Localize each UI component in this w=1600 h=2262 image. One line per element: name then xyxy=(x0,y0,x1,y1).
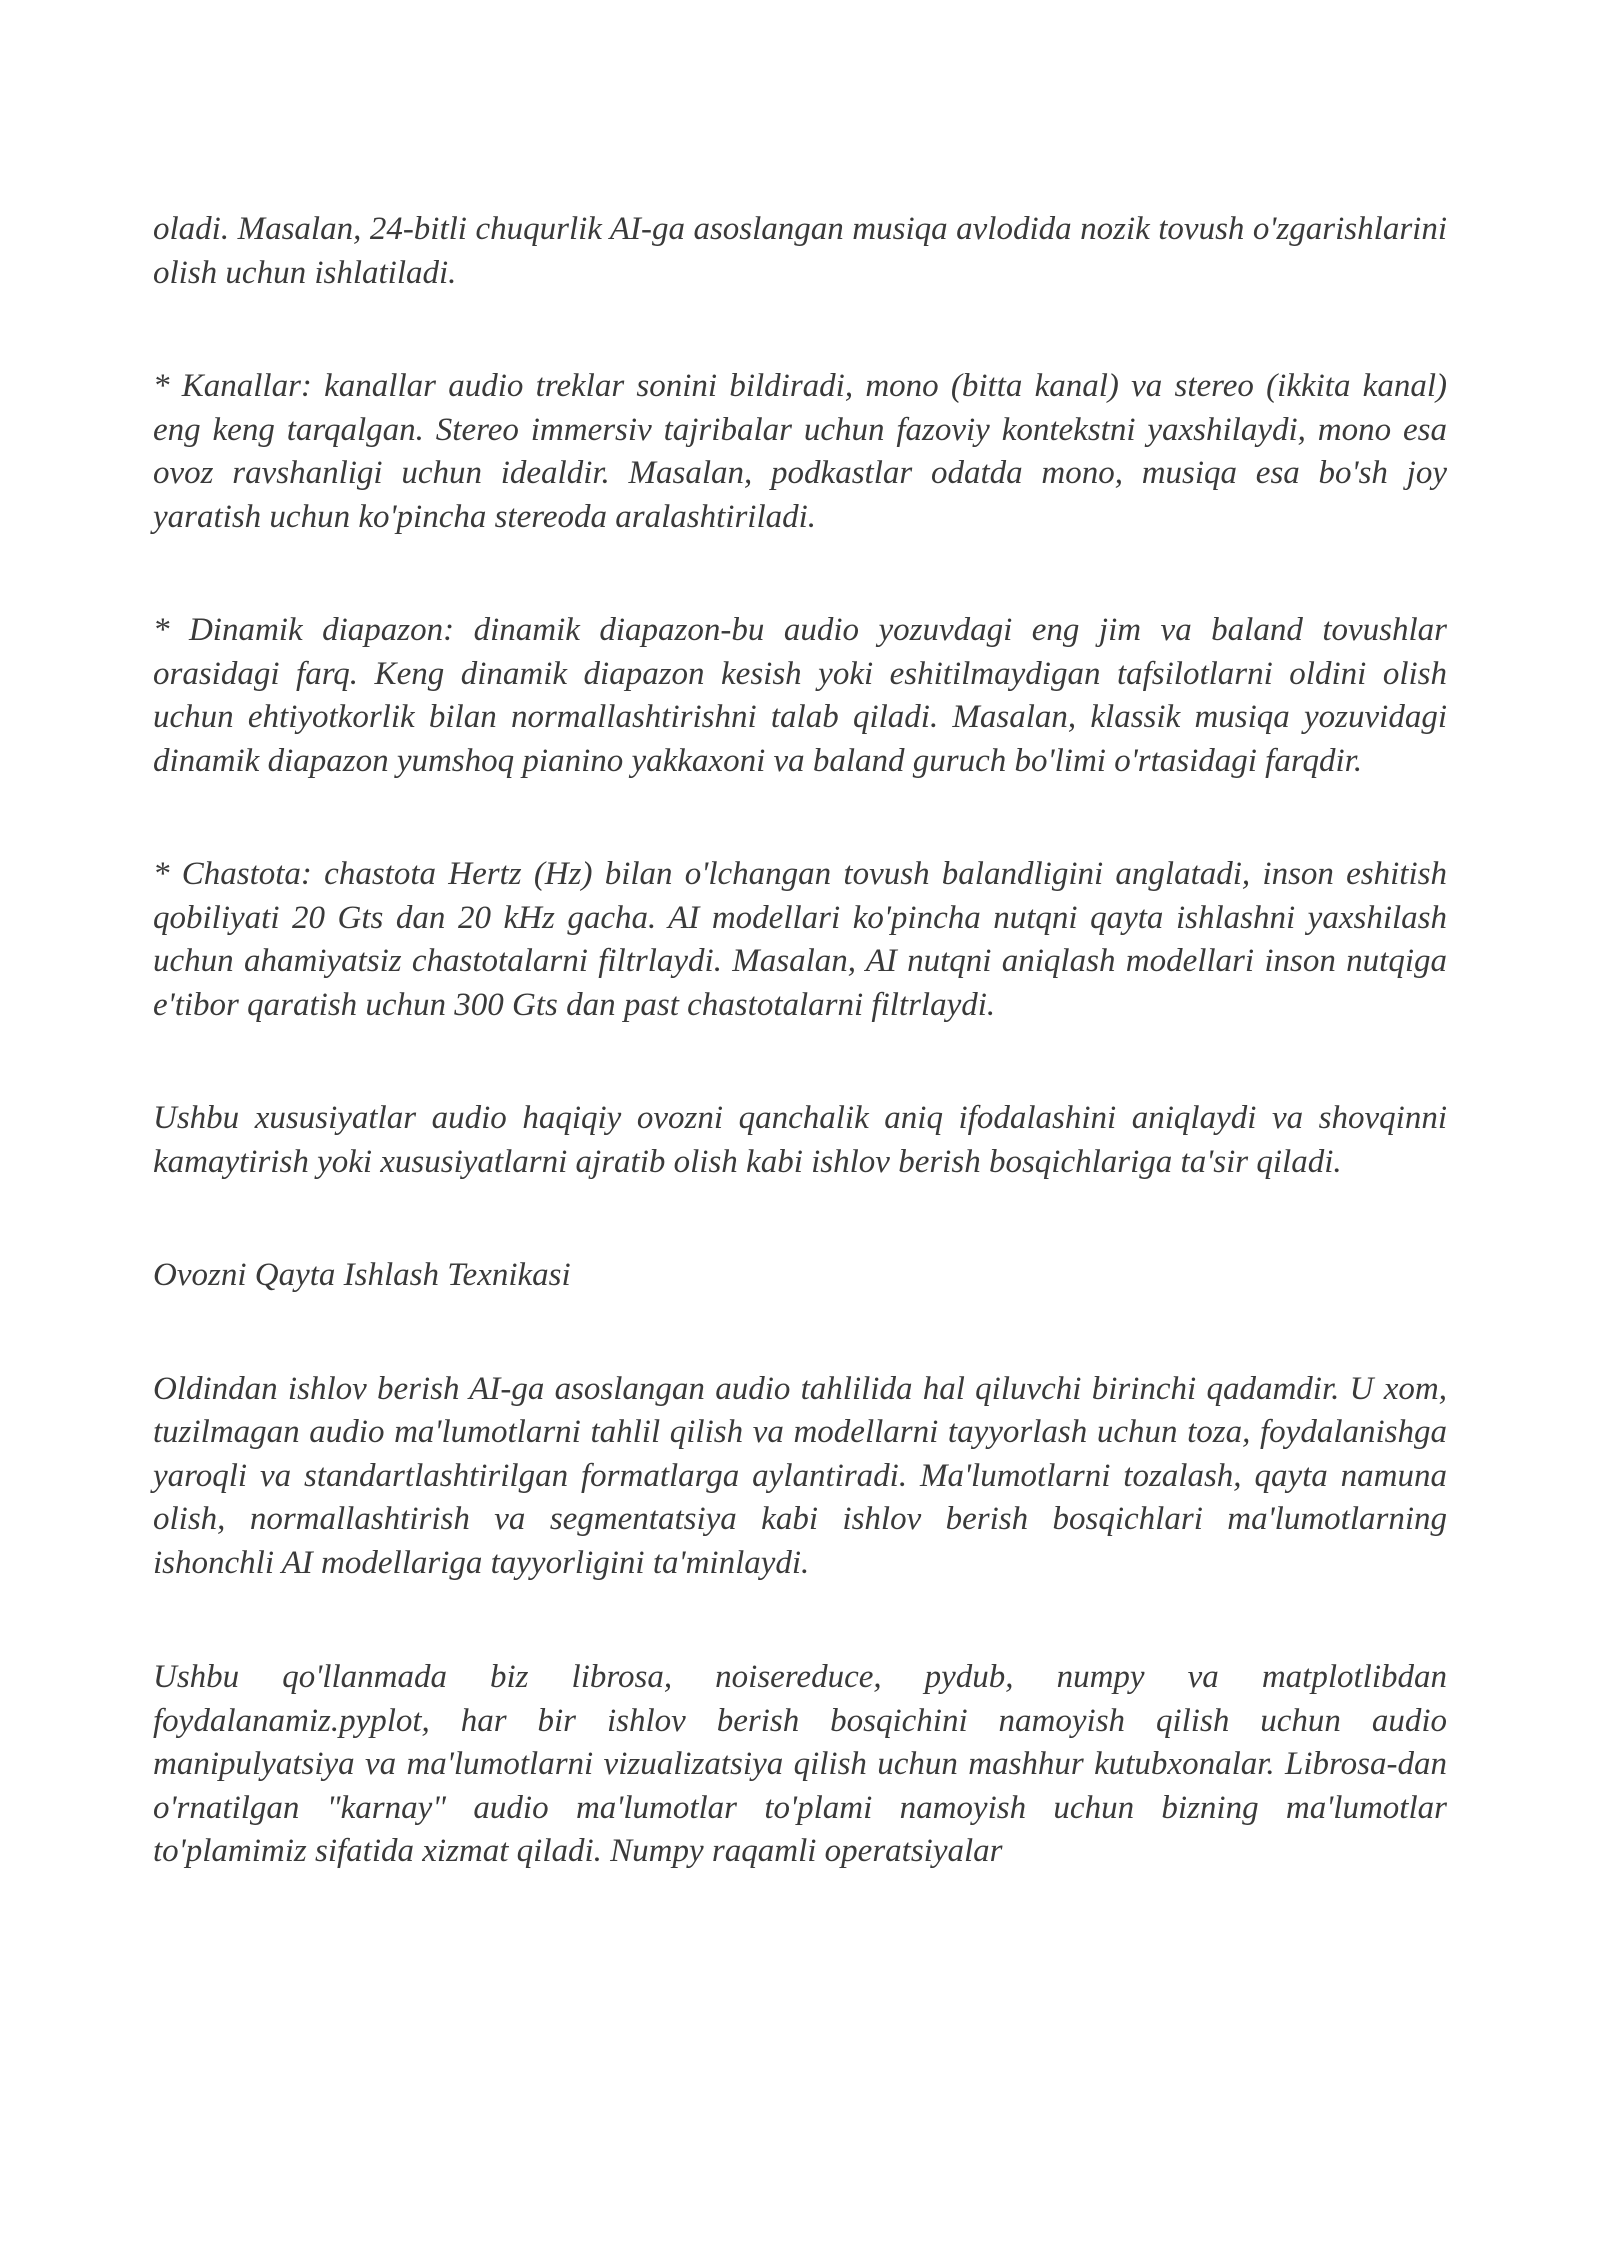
paragraph-dynamic-range: * Dinamik diapazon: dinamik diapazon-bu audio yozuvdagi eng jim va baland tovushlar orasidagi farq. Keng dinamik diapazon kesish yoki eshitilmaydigan tafsilotlarni oldini olish uchun ehtiyotkorlik bilan normallashtirishni talab qiladi. Masalan, klassik musiqa yozuvidagi dinamik diapazon yumshoq pianino yakkaxoni va baland guruch bo'limi o'rtasidagi farqdir. xyxy=(153,612,1447,779)
paragraph-properties-summary: Ushbu xususiyatlar audio haqiqiy ovozni qanchalik aniq ifodalashini aniqlaydi va shovqinni kamaytirish yoki xususiyatlarni ajratib olish kabi ishlov berish bosqichlariga ta'sir qiladi. xyxy=(153,1100,1447,1180)
paragraph-frequency: * Chastota: chastota Hertz (Hz) bilan o'lchangan tovush balandligini anglatadi, inson eshitish qobiliyati 20 Gts dan 20 kHz gacha. AI modellari ko'pincha nutqni qayta ishlashni yaxshilash uchun ahamiyatsiz chastotalarni filtrlaydi. Masalan, AI nutqni aniqlash modellari inson nutqiga e'tibor qaratish uchun 300 Gts dan past chastotalarni filtrlaydi. xyxy=(153,856,1447,1023)
section-heading: Ovozni Qayta Ishlash Texnikasi xyxy=(153,1257,571,1293)
paragraph-preprocessing: Oldindan ishlov berish AI-ga asoslangan audio tahlilida hal qiluvchi birinchi qadamdir. U xom, tuzilmagan audio ma'lumotlarni tahlil qilish va modellarni tayyorlash uchun toza, foydalanishga yaroqli va standartlashtirilgan formatlarga aylantiradi. Ma'lumotlarni tozalash, qayta namuna olish, normallashtirish va segmentatsiya kabi ishlov berish bosqichlari ma'lumotlarning ishonchli AI modellariga tayyorligini ta'minlaydi. xyxy=(153,1370,1447,1581)
document-page xyxy=(153,208,1447,1874)
paragraph-continuation: oladi. Masalan, 24-bitli chuqurlik AI-ga asoslangan musiqa avlodida nozik tovush o'zgarishlarini olish uchun ishlatiladi. xyxy=(153,211,1447,291)
paragraph-libraries: Ushbu qo'llanmada biz librosa, noisereduce, pydub, numpy va matplotlibdan foydalanamiz.pyplot, har bir ishlov berish bosqichini namoyish qilish uchun audio manipulyatsiya va ma'lumotlarni vizualizatsiya qilish uchun mashhur kutubxonalar. Librosa-dan o'rnatilgan "karnay" audio ma'lumotlar to'plami namoyish uchun bizning ma'lumotlar to'plamimiz sifatida xizmat qiladi. Numpy raqamli operatsiyalar xyxy=(153,1659,1447,1869)
paragraph-channels: * Kanallar: kanallar audio treklar sonini bildiradi, mono (bitta kanal) va stereo (ikkita kanal) eng keng tarqalgan. Stereo immersiv tajribalar uchun fazoviy kontekstni yaxshilaydi, mono esa ovoz ravshanligi uchun idealdir. Masalan, podkastlar odatda mono, musiqa esa bo'sh joy yaratish uchun ko'pincha stereoda aralashtiriladi. xyxy=(153,368,1447,535)
